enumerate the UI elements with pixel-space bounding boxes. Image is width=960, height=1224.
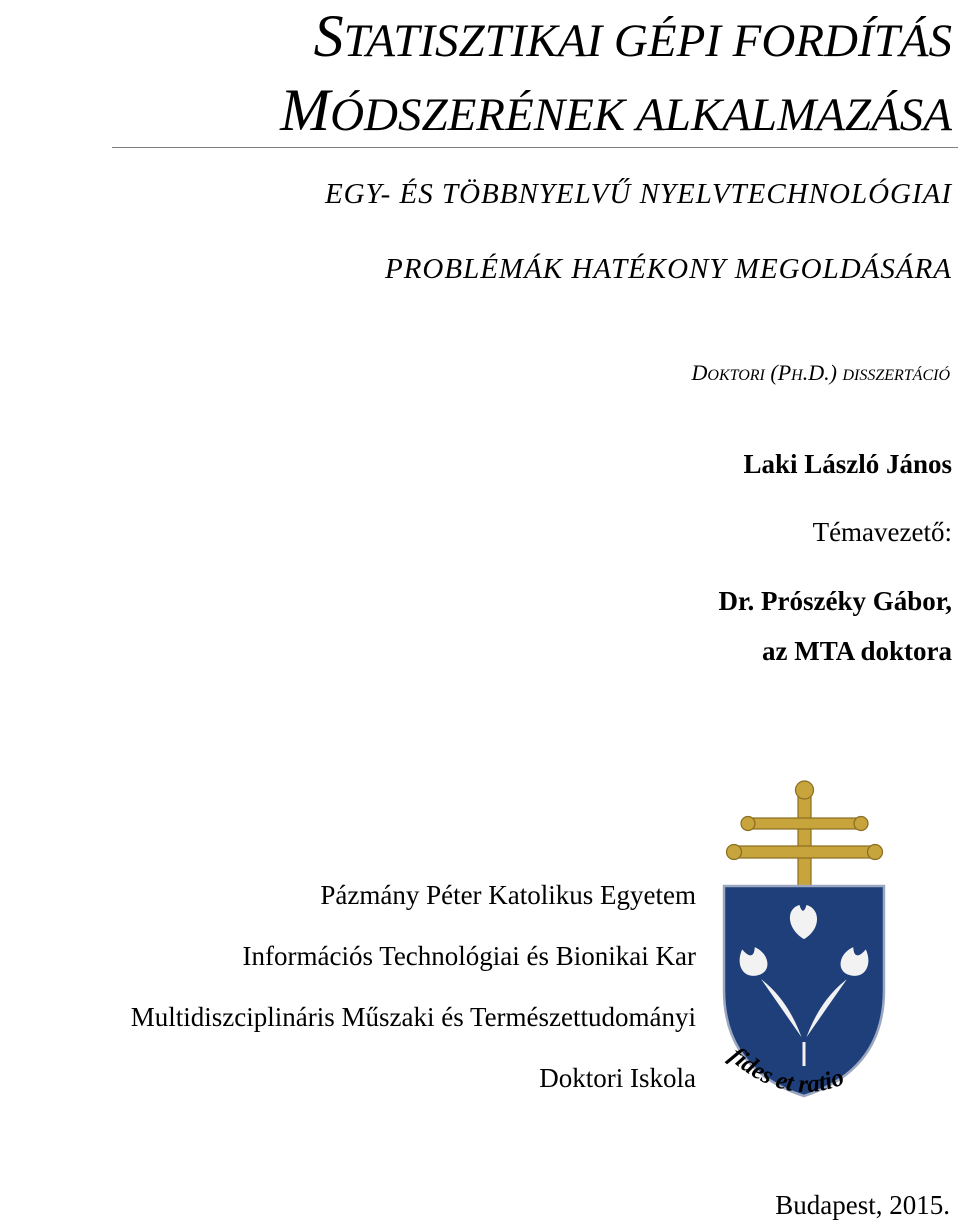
degree-paren-p: (P (770, 360, 792, 385)
title-line-2-rest: ÓDSZERÉNEK ALKALMAZÁSA (330, 89, 952, 141)
subtitle-line-2: PROBLÉMÁK HATÉKONY MEGOLDÁSÁRA (384, 253, 952, 285)
degree-line (692, 362, 951, 384)
title-line-1-rest: TATISZTIKAI GÉPI FORDÍTÁS (343, 15, 952, 67)
title-divider (112, 147, 958, 148)
degree-d: D (691, 360, 708, 385)
supervisor-title: az MTA doktora (762, 636, 952, 666)
university-name: Pázmány Péter Katolikus Egyetem (320, 880, 696, 910)
degree-dot-d: .D.) (802, 360, 837, 385)
degree-d-rest: OKTORI (707, 367, 765, 384)
doctoral-school-line-1: Multidiszciplináris Műszaki és Természettudományi (130, 1002, 696, 1032)
title-line-2-initial: M (280, 77, 331, 143)
title-line-1 (313, 3, 952, 69)
double-cross-icon (727, 781, 883, 892)
title-line-1-initial: S (313, 3, 344, 69)
supervisor-label: Témavezető: (812, 517, 952, 547)
supervisor-name: Dr. Prószéky Gábor, (718, 586, 952, 616)
place-and-date: Budapest, 2015. (775, 1190, 950, 1220)
title-line-2 (280, 77, 952, 143)
author-name: Laki László János (743, 449, 952, 479)
subtitle-line-1: EGY- ÉS TÖBBNYELVŰ NYELVTECHNOLÓGIAI (324, 178, 952, 210)
degree-h: H (791, 367, 803, 384)
degree-dissertation: DISSZERTÁCIÓ (842, 367, 950, 384)
university-crest-logo (718, 780, 890, 1125)
faculty-name: Információs Technológiai és Bionikai Kar (242, 941, 696, 971)
crest-motto: fides et ratio (724, 1042, 848, 1099)
doctoral-school-line-2: Doktori Iskola (539, 1063, 696, 1093)
